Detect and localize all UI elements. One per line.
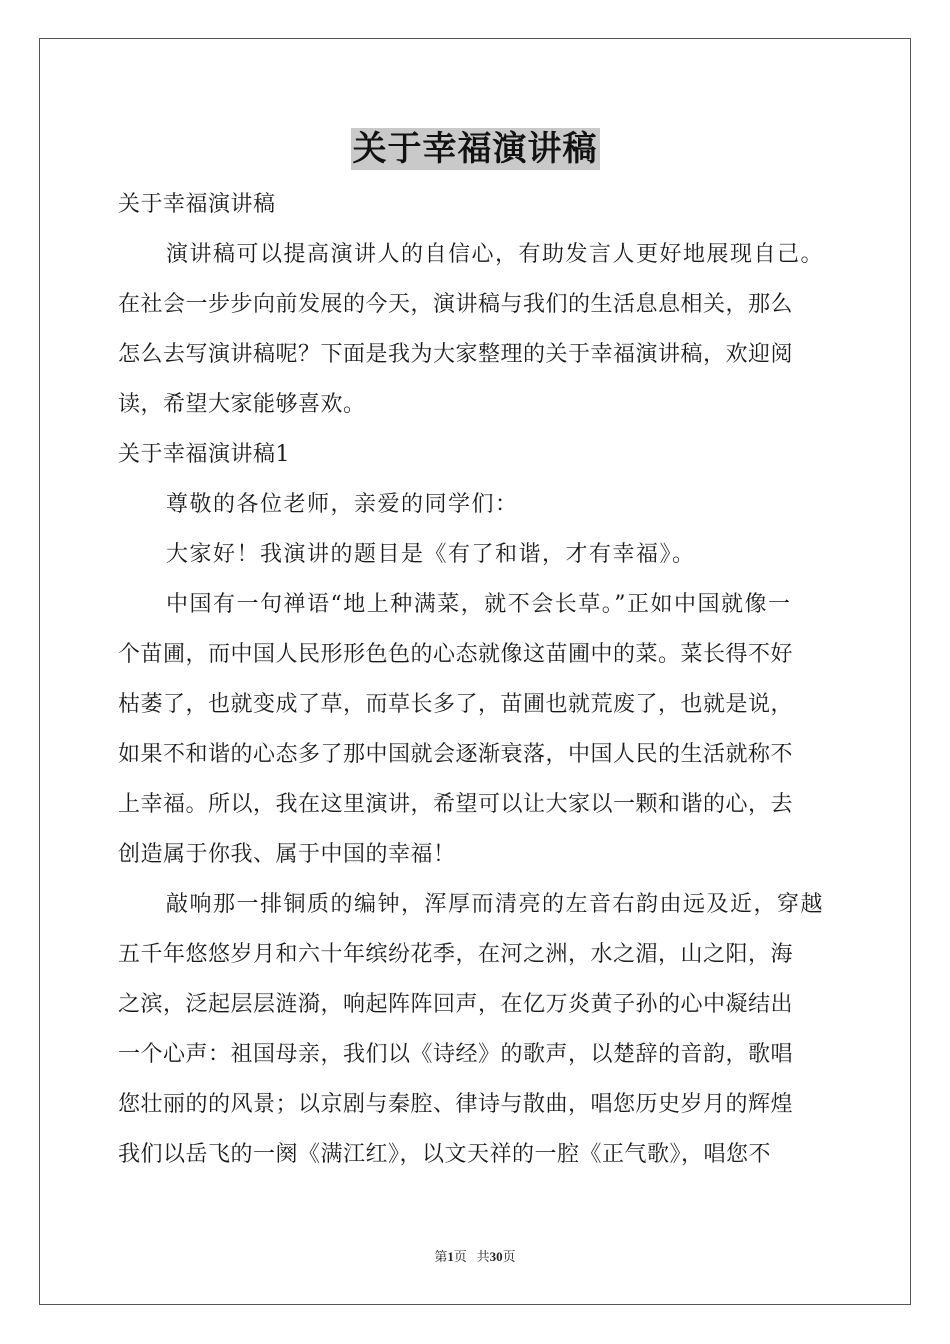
text-line: 我们以岳飞的一阕《满江红》，以文天祥的一腔《正气歌》，唱您不 <box>118 1142 772 1167</box>
total-prefix: 共 <box>476 1249 490 1264</box>
title-container <box>0 128 950 170</box>
page-current: 1 <box>447 1249 454 1264</box>
text-line: 一个心声：祖国母亲，我们以《诗经》的歌声，以楚辞的音韵，歌唱 <box>118 1042 794 1067</box>
text-line: 怎么去写演讲稿呢？下面是我为大家整理的关于幸福演讲稿，欢迎阅 <box>118 342 794 367</box>
text-line: 敲响那一排铜质的编钟，浑厚而清亮的左音右韵由远及近，穿越 <box>166 892 825 917</box>
text-line: 之滨，泛起层层涟漪，响起阵阵回声，在亿万炎黄子孙的心中凝结出 <box>118 992 794 1017</box>
text-line: 创造属于你我、属于中国的幸福！ <box>118 842 456 867</box>
text-line: 上幸福。所以，我在这里演讲，希望可以让大家以一颗和谐的心，去 <box>118 792 794 817</box>
text-line: 在社会一步步向前发展的今天，演讲稿与我们的生活息息相关，那么 <box>118 292 794 317</box>
page-prefix: 第 <box>434 1249 448 1264</box>
page-total: 30 <box>489 1249 503 1264</box>
text-line: 枯萎了，也就变成了草，而草长多了，苗圃也就荒废了，也就是说， <box>118 692 794 717</box>
document-body <box>118 180 834 1180</box>
text-line: 读，希望大家能够喜欢。 <box>118 392 366 417</box>
text-line: 五千年悠悠岁月和六十年缤纷花季，在河之洲，水之湄，山之阳，海 <box>118 942 794 967</box>
text-line: 您壮丽的的风景；以京剧与秦腔、律诗与散曲，唱您历史岁月的辉煌 <box>118 1092 794 1117</box>
text-line: 大家好！我演讲的题目是《有了和谐，才有幸福》。 <box>166 542 696 567</box>
text-line: 关于幸福演讲稿 <box>118 192 276 217</box>
page-suffix: 页 <box>453 1249 467 1264</box>
text-line: 个苗圃，而中国人民形形色色的心态就像这苗圃中的菜。菜长得不好 <box>118 642 794 667</box>
total-suffix: 页 <box>502 1249 516 1264</box>
page-footer <box>0 1246 950 1265</box>
text-line: 关于幸福演讲稿1 <box>118 442 290 467</box>
text-line: 如果不和谐的心态多了那中国就会逐渐衰落，中国人民的生活就称不 <box>118 742 794 767</box>
text-line: 尊敬的各位老师，亲爱的同学们： <box>166 492 519 517</box>
document-title: 关于幸福演讲稿 <box>352 129 598 169</box>
text-line: 中国有一句禅语“地上种满菜，就不会长草。”正如中国就像一 <box>166 592 792 617</box>
text-line: 演讲稿可以提高演讲人的自信心，有助发言人更好地展现自己。 <box>166 242 825 267</box>
